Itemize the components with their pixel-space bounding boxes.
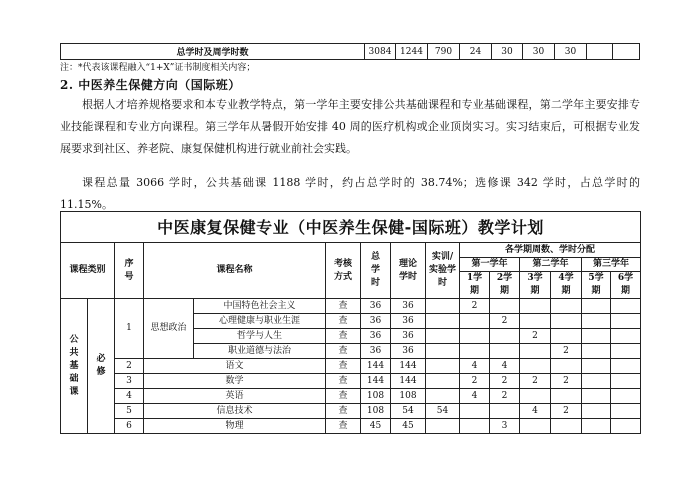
totals-value: 790 (428, 44, 460, 60)
term-hours: 2 (520, 329, 551, 344)
theory-hours: 45 (391, 419, 426, 434)
exam-type: 查 (326, 404, 361, 419)
term-hours (551, 419, 582, 434)
totals-value: 24 (460, 44, 492, 60)
plan-title: 中医康复保健专业（中医养生保健-国际班）教学计划 (61, 212, 641, 243)
course-name: 信息技术 (144, 404, 326, 419)
term-hours: 4 (490, 359, 520, 374)
header-term: 4学期 (551, 272, 582, 299)
term-hours (582, 419, 611, 434)
header-term: 5学期 (582, 272, 611, 299)
total-hours: 144 (361, 374, 391, 389)
term-hours (582, 299, 611, 314)
course-name: 心理健康与职业生涯 (194, 314, 326, 329)
totals-value: 1244 (396, 44, 428, 60)
term-hours (490, 404, 520, 419)
practice-hours (426, 389, 460, 404)
term-hours (611, 359, 641, 374)
term-hours (582, 374, 611, 389)
term-hours: 2 (460, 374, 490, 389)
term-hours (582, 404, 611, 419)
practice-hours: 54 (426, 404, 460, 419)
term-hours (611, 419, 641, 434)
term-hours: 4 (460, 359, 490, 374)
exam-type: 查 (326, 299, 361, 314)
term-hours (460, 404, 490, 419)
totals-value (587, 44, 613, 60)
total-hours: 36 (361, 344, 391, 359)
term-hours (551, 329, 582, 344)
term-hours (582, 329, 611, 344)
term-hours: 4 (520, 404, 551, 419)
header-seq: 序号 (115, 243, 144, 299)
term-hours (611, 344, 641, 359)
term-hours (551, 314, 582, 329)
term-hours (520, 419, 551, 434)
table-row (61, 374, 641, 389)
exam-type: 查 (326, 389, 361, 404)
practice-hours (426, 419, 460, 434)
exam-type: 查 (326, 419, 361, 434)
total-hours: 36 (361, 299, 391, 314)
practice-hours (426, 329, 460, 344)
term-hours (460, 329, 490, 344)
term-hours (551, 359, 582, 374)
term-hours: 3 (490, 419, 520, 434)
practice-hours (426, 374, 460, 389)
term-hours (582, 359, 611, 374)
term-hours (520, 314, 551, 329)
header-term: 3学期 (520, 272, 551, 299)
term-hours (520, 389, 551, 404)
practice-hours (426, 344, 460, 359)
theory-hours: 54 (391, 404, 426, 419)
table-row (61, 419, 641, 434)
totals-value (613, 44, 640, 60)
header-year-3: 第三学年 (582, 258, 641, 272)
header-exam: 考核方式 (326, 243, 361, 299)
total-hours: 36 (361, 314, 391, 329)
totals-label: 总学时及周学时数 (61, 44, 365, 60)
course-name: 物理 (144, 419, 326, 434)
exam-type: 查 (326, 329, 361, 344)
course-seq: 4 (115, 389, 144, 404)
term-hours: 2 (490, 389, 520, 404)
term-hours (551, 299, 582, 314)
course-name: 职业道德与法治 (194, 344, 326, 359)
term-hours: 2 (490, 374, 520, 389)
course-seq: 3 (115, 374, 144, 389)
category-sub: 必修 (88, 299, 115, 434)
term-hours (611, 404, 641, 419)
totals-value: 30 (492, 44, 523, 60)
course-seq: 5 (115, 404, 144, 419)
term-hours: 2 (551, 404, 582, 419)
course-seq: 6 (115, 419, 144, 434)
totals-value: 3084 (365, 44, 396, 60)
header-term: 2学期 (490, 272, 520, 299)
term-hours: 2 (490, 314, 520, 329)
term-hours (611, 314, 641, 329)
header-theory: 理论学时 (391, 243, 426, 299)
exam-type: 查 (326, 314, 361, 329)
totals-table (60, 43, 640, 60)
term-hours (611, 329, 641, 344)
total-hours: 108 (361, 389, 391, 404)
theory-hours: 36 (391, 314, 426, 329)
paragraph-hours: 课程总量 3066 学时，公共基础课 1188 学时，约占总学时的 38.74%；选修课 342 学时，占总学时的 11.15%。 (60, 176, 640, 211)
term-hours (611, 299, 641, 314)
header-total: 总学时 (361, 243, 391, 299)
header-term: 6学期 (611, 272, 641, 299)
header-term: 1学期 (460, 272, 490, 299)
header-year-2: 第二学年 (520, 258, 582, 272)
teaching-plan-table (60, 211, 641, 434)
term-hours (611, 374, 641, 389)
course-name: 语文 (144, 359, 326, 374)
table-row (61, 389, 641, 404)
totals-value: 30 (523, 44, 555, 60)
section-heading: 2. 中医养生保健方向（国际班） (60, 78, 241, 92)
term-hours (520, 359, 551, 374)
group-name: 思想政治 (144, 299, 194, 359)
theory-hours: 144 (391, 359, 426, 374)
term-hours (582, 314, 611, 329)
theory-hours: 36 (391, 344, 426, 359)
term-hours (460, 419, 490, 434)
term-hours (490, 329, 520, 344)
term-hours (490, 299, 520, 314)
exam-type: 查 (326, 344, 361, 359)
footnote: 注：*代表该课程融入“1+X”证书制度相关内容； (60, 63, 256, 73)
practice-hours (426, 359, 460, 374)
course-seq: 2 (115, 359, 144, 374)
theory-hours: 36 (391, 329, 426, 344)
term-hours (520, 344, 551, 359)
practice-hours (426, 299, 460, 314)
theory-hours: 36 (391, 299, 426, 314)
term-hours: 2 (551, 344, 582, 359)
theory-hours: 108 (391, 389, 426, 404)
table-row (61, 404, 641, 419)
header-year-1: 第一学年 (460, 258, 520, 272)
header-practice: 实训/实验学时 (426, 243, 460, 299)
totals-row (61, 44, 640, 60)
category-main: 公共基础课 (61, 299, 88, 434)
table-row (61, 299, 641, 314)
theory-hours: 144 (391, 374, 426, 389)
totals-value: 30 (555, 44, 587, 60)
term-hours: 2 (460, 299, 490, 314)
paragraph-arrangement: 根据人才培养规格要求和本专业教学特点，第一学年主要安排公共基础课程和专业基础课程，第二学年主要安排专业技能课程和专业方向课程。第三学年从暑假开始安排 40 周的医疗机构或企业顶岗实习。实习结束后，可根据专业发展要求到社区、养老院、康复保健机构进行就业前社会实践。 (60, 98, 640, 155)
term-hours: 4 (460, 389, 490, 404)
term-hours (582, 389, 611, 404)
group-seq: 1 (115, 299, 144, 359)
exam-type: 查 (326, 374, 361, 389)
term-hours (460, 314, 490, 329)
exam-type: 查 (326, 359, 361, 374)
course-name: 中国特色社会主义 (194, 299, 326, 314)
term-hours: 2 (520, 374, 551, 389)
term-hours (582, 344, 611, 359)
practice-hours (426, 314, 460, 329)
course-name: 哲学与人生 (194, 329, 326, 344)
total-hours: 45 (361, 419, 391, 434)
header-distribution: 各学期周数、学时分配 (460, 243, 641, 258)
course-name: 数学 (144, 374, 326, 389)
term-hours (490, 344, 520, 359)
term-hours (460, 344, 490, 359)
term-hours (551, 389, 582, 404)
header-category: 课程类别 (61, 243, 115, 299)
course-name: 英语 (144, 389, 326, 404)
header-course-name: 课程名称 (144, 243, 326, 299)
term-hours: 2 (551, 374, 582, 389)
total-hours: 36 (361, 329, 391, 344)
total-hours: 144 (361, 359, 391, 374)
table-row (61, 359, 641, 374)
total-hours: 108 (361, 404, 391, 419)
term-hours (611, 389, 641, 404)
term-hours (520, 299, 551, 314)
